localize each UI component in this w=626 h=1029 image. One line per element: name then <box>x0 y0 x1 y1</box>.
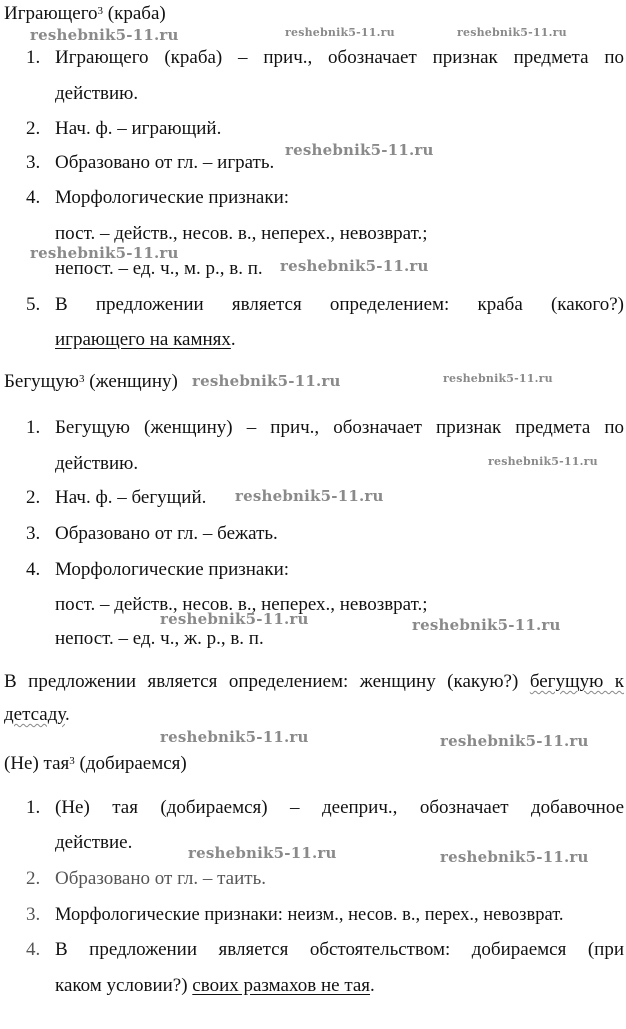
watermark-text: reshebnik5-11.ru <box>285 26 395 39</box>
item-text-cont <box>55 974 375 998</box>
constant-features: пост. – действ., несов. в., неперех., невозврат.; <box>55 223 428 244</box>
footnote-mark: 3 <box>97 5 104 17</box>
item-text: Бегущую (женщину) – прич., обозначает признак предмета по <box>55 417 624 438</box>
variable-features: непост. – ед. ч., ж. р., в. п. <box>55 628 264 649</box>
variable-features: непост. – ед. ч., м. р., в. п. <box>55 258 263 279</box>
item-text: В предложении является определением: краба (какого?) <box>55 294 624 315</box>
item-text: Нач. ф. – бегущий. <box>55 487 207 508</box>
item-number: 3. <box>26 523 41 544</box>
heading-2-word: Бегущую <box>4 371 79 392</box>
watermark-text: reshebnik5-11.ru <box>280 257 429 275</box>
sentence-role <box>4 670 624 694</box>
footnote-mark: 3 <box>69 755 75 767</box>
heading-1-rest: (краба) <box>107 3 166 24</box>
underlined-phrase: бегущую к <box>529 671 625 692</box>
item-number: 1. <box>26 47 41 68</box>
period: . <box>230 329 236 350</box>
item-text: Играющего (краба) – прич., обозначает признак предмета по <box>55 47 624 68</box>
item-text-cont <box>55 328 236 352</box>
item-text: Образовано от гл. – таить. <box>55 868 267 889</box>
heading-2 <box>4 370 178 394</box>
item-text-cont: действию. <box>55 83 139 104</box>
item-text: (Не) тая (добираемся) – дееприч., обозначает добавочное <box>55 797 624 818</box>
watermark-text: reshebnik5-11.ru <box>488 455 598 468</box>
footnote-mark: 3 <box>78 373 85 385</box>
heading-3 <box>4 752 187 776</box>
item-number: 1. <box>26 417 41 438</box>
watermark-text: reshebnik5-11.ru <box>160 728 309 746</box>
watermark-text: reshebnik5-11.ru <box>192 372 341 390</box>
period: . <box>65 704 70 725</box>
item-text-start: каком условии?) <box>55 975 188 996</box>
watermark-text: reshebnik5-11.ru <box>412 616 561 634</box>
item-number: 2. <box>26 118 41 139</box>
sentence-role-cont <box>4 703 70 727</box>
item-number: 2. <box>26 868 41 889</box>
item-number: 3. <box>26 904 41 925</box>
watermark-text: reshebnik5-11.ru <box>457 26 567 39</box>
item-text-cont: действию. <box>55 453 139 474</box>
item-text-cont: действие. <box>55 832 133 853</box>
underlined-phrase: детсаду <box>4 704 65 725</box>
watermark-text: reshebnik5-11.ru <box>443 372 553 385</box>
heading-2-rest: (женщину) <box>89 371 178 392</box>
watermark-text: reshebnik5-11.ru <box>285 141 434 159</box>
underlined-phrase: играющего на камнях <box>55 329 231 350</box>
item-text: Образовано от гл. – играть. <box>55 152 275 173</box>
item-number: 5. <box>26 294 41 315</box>
item-text: Морфологические признаки: <box>55 187 290 208</box>
heading-1 <box>4 2 166 26</box>
watermark-text: reshebnik5-11.ru <box>440 732 589 750</box>
item-text: В предложении является обстоятельством: добираемся (при <box>55 939 624 960</box>
item-number: 3. <box>26 152 41 173</box>
sentence-text: В предложении является определением: женщину (какую?) <box>4 671 519 692</box>
item-number: 4. <box>26 187 41 208</box>
item-text: Нач. ф. – играющий. <box>55 118 222 139</box>
item-number: 4. <box>26 939 41 960</box>
heading-3-word: (Не) тая <box>4 753 70 774</box>
watermark-text: reshebnik5-11.ru <box>160 610 309 628</box>
heading-3-rest: (добираемся) <box>79 753 187 774</box>
watermark-text: reshebnik5-11.ru <box>188 844 337 862</box>
item-number: 1. <box>26 797 41 818</box>
period: . <box>370 975 375 996</box>
watermark-text: reshebnik5-11.ru <box>440 848 589 866</box>
item-number: 2. <box>26 487 41 508</box>
underlined-phrase: своих размахов не тая <box>192 975 371 996</box>
constant-features: пост. – действ., несов. в., неперех., невозврат.; <box>55 594 428 615</box>
item-text: Морфологические признаки: <box>55 559 290 580</box>
watermark-text: reshebnik5-11.ru <box>30 26 179 44</box>
watermark-text: reshebnik5-11.ru <box>235 487 384 505</box>
watermark-text: reshebnik5-11.ru <box>30 244 179 262</box>
item-text: Морфологические признаки: неизм., несов. в., перех., невозврат. <box>55 905 564 925</box>
item-number: 4. <box>26 559 41 580</box>
item-text: Образовано от гл. – бежать. <box>55 523 278 544</box>
heading-1-word: Играющего <box>4 3 98 24</box>
